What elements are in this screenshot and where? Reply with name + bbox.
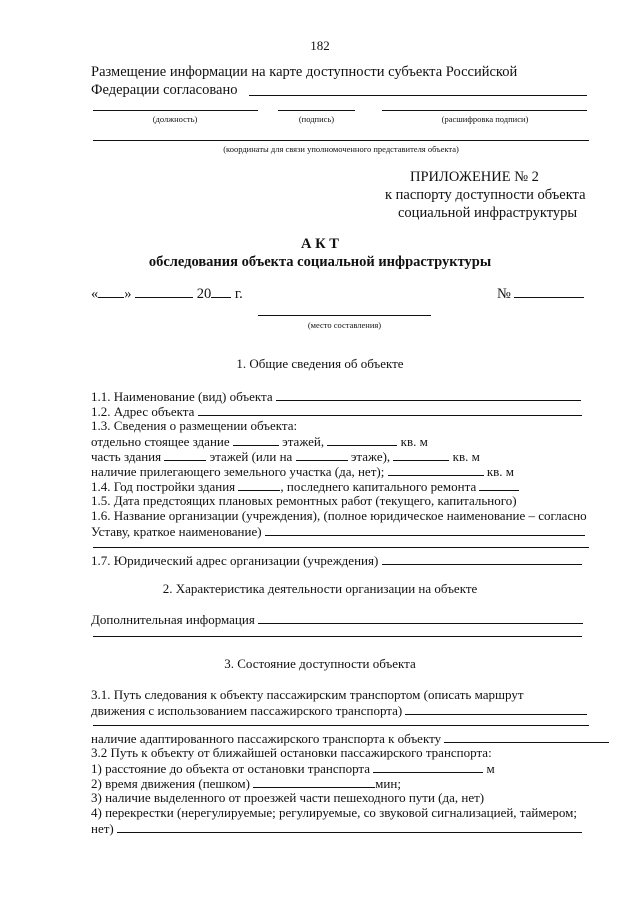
land-area-field[interactable] — [388, 463, 484, 476]
s1-row-10: Уставу, краткое наименование) — [91, 523, 585, 540]
s1-row-2: 1.2. Адрес объекта — [91, 403, 582, 420]
year-prefix: 20 — [196, 286, 212, 302]
s3-row-5: 1) расстояние до объекта от остановки транспорта м — [91, 761, 495, 776]
s3-row-9: нет) — [91, 820, 582, 837]
contacts-line — [93, 140, 589, 141]
build-year-field[interactable] — [238, 478, 280, 491]
close-quote: » — [124, 286, 132, 302]
adapted-transport-field[interactable] — [444, 730, 609, 743]
s1-row-3: 1.3. Сведения о размещении объекта: — [91, 418, 298, 433]
approval-line-2: Федерации согласовано — [91, 82, 238, 98]
crossings-field[interactable] — [117, 820, 582, 833]
caption-contacts: (координаты для связи уполномоченного представителя объекта) — [223, 144, 459, 154]
year-blank[interactable] — [211, 285, 231, 298]
section3-heading: 3. Состояние доступности объекта — [224, 656, 416, 671]
s3-row-4: 3.2 Путь к объекту от ближайшей остановки пассажирского транспорта: — [91, 745, 492, 760]
appendix-line-2: к паспорту доступности объекта — [385, 187, 586, 203]
section2-heading: 2. Характеристика деятельности организации на объекте — [162, 581, 478, 596]
caption-decoding: (расшифровка подписи) — [441, 114, 529, 124]
s3-row-6: 2) время движения (пешком) мин; — [91, 776, 401, 791]
repair-year-field[interactable] — [479, 478, 519, 491]
extra-info-continuation — [93, 636, 582, 637]
s1-row-9: 1.6. Название организации (учреждения), (полное юридическое наименование – согласно — [91, 508, 587, 523]
appendix-line-1: ПРИЛОЖЕНИЕ № 2 — [410, 169, 539, 185]
org-name-field[interactable] — [265, 523, 585, 536]
caption-signature: (подпись) — [298, 114, 335, 124]
part-floors-field[interactable] — [164, 448, 206, 461]
floors-field[interactable] — [233, 433, 279, 446]
number-blank[interactable] — [514, 285, 584, 298]
object-address-field[interactable] — [198, 403, 582, 416]
route-field[interactable] — [405, 702, 587, 715]
s2-extra-row: Дополнительная информация — [91, 611, 583, 628]
s3-row-1: 3.1. Путь следования к объекту пассажирским транспортом (описать маршрут — [91, 687, 524, 702]
year-suffix: г. — [234, 286, 243, 302]
s1-row-4: отдельно стоящее здание этажей, кв. м — [91, 434, 428, 449]
s1-row-11: 1.7. Юридический адрес организации (учреждения) — [91, 552, 582, 569]
open-quote: « — [91, 286, 99, 302]
s3-row-2: движения с использованием пассажирского транспорта) — [91, 702, 587, 719]
distance-field[interactable] — [373, 760, 483, 773]
act-subtitle: обследования объекта социальной инфраструктуры — [148, 254, 492, 270]
position-line — [93, 110, 258, 111]
s1-row-7: 1.4. Год постройки здания , последнего капитального ремонта — [91, 478, 519, 495]
floor-number-field[interactable] — [296, 448, 348, 461]
date-line — [91, 285, 243, 303]
s3-row-7: 3) наличие выделенного от проезжей части пешеходного пути (да, нет) — [91, 790, 485, 805]
signature-line — [278, 110, 355, 111]
s1-row-8: 1.5. Дата предстоящих плановых ремонтных работ (текущего, капитального) — [91, 493, 517, 508]
area-field[interactable] — [327, 433, 397, 446]
appendix-line-3: социальной инфраструктуры — [398, 205, 578, 221]
org-name-continuation — [93, 547, 589, 548]
object-name-field[interactable] — [276, 388, 581, 401]
section1-heading: 1. Общие сведения об объекте — [236, 356, 404, 371]
decoding-line — [382, 110, 587, 111]
act-title: А К Т — [301, 236, 339, 252]
s1-row-5: часть здания этажей (или на этаже), кв. м — [91, 449, 480, 464]
s3-row-8: 4) перекрестки (нерегулируемые; регулируемые, со звуковой сигнализацией, таймером; — [91, 805, 577, 820]
approval-underline — [249, 95, 587, 96]
number-label: № — [497, 286, 511, 302]
s3-row-3: наличие адаптированного пассажирского транспорта к объекту — [91, 730, 609, 747]
route-continuation — [93, 725, 589, 726]
day-blank[interactable] — [98, 285, 124, 298]
caption-position: (должность) — [152, 114, 198, 124]
page-number: 182 — [310, 38, 330, 53]
legal-address-field[interactable] — [382, 552, 582, 565]
month-blank[interactable] — [135, 285, 193, 298]
part-area-field[interactable] — [393, 448, 449, 461]
number-field — [497, 285, 584, 303]
walk-time-field[interactable] — [253, 775, 375, 788]
s1-row-6: наличие прилегающего земельного участка (да, нет); кв. м — [91, 464, 515, 479]
place-caption: (место составления) — [307, 320, 382, 330]
place-line — [258, 315, 431, 316]
extra-info-field[interactable] — [258, 611, 583, 624]
s1-row-1: 1.1. Наименование (вид) объекта — [91, 388, 581, 405]
approval-line-1: Размещение информации на карте доступности субъекта Российской — [91, 64, 518, 80]
